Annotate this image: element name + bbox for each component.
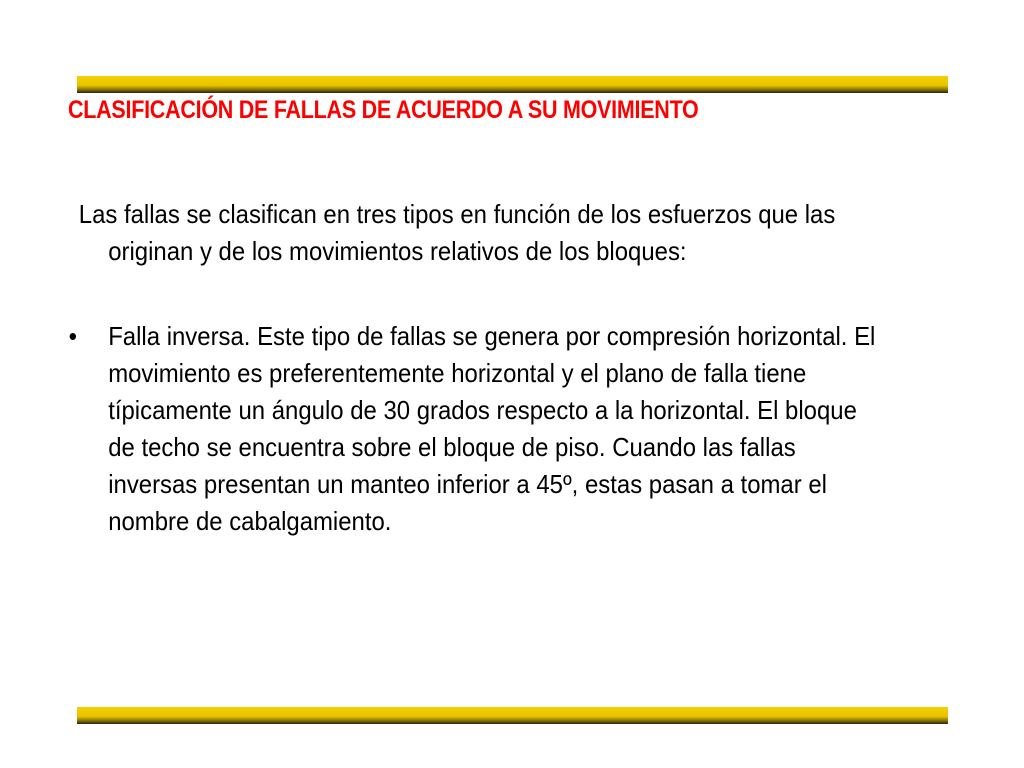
- bullet-item: [68, 318, 886, 540]
- slide-body: [68, 196, 886, 540]
- bullet-list: [68, 318, 886, 540]
- top-divider-bar: [77, 76, 948, 93]
- intro-paragraph: Las fallas se clasifican en tres tipos en función de los esfuerzos que las originan y de los movimientos relativos de los bloques:: [78, 199, 836, 266]
- slide-title: CLASIFICACIÓN DE FALLAS DE ACUERDO A SU MOVIMIENTO: [68, 96, 699, 124]
- bottom-divider-bar: [77, 707, 948, 724]
- bullet-marker: •: [68, 321, 78, 351]
- bullet-text: Falla inversa. Este tipo de fallas se genera por compresión horizontal. El movimiento es preferentemente horizontal y el plano de falla tiene típicamente un ángulo de 30 grados respecto a la horizontal. El bloque de techo se encuentra sobre el bloque de piso. Cuando las fallas inversas presentan un manteo inferior a 45º, estas pasan a tomar el nombre de cabalgamiento.: [108, 321, 876, 536]
